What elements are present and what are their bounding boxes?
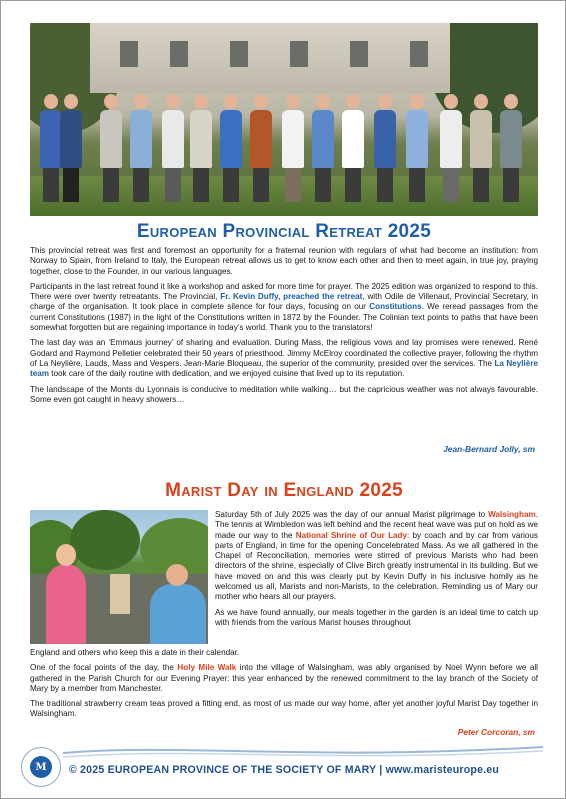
marist-day-title: Marist Day in England 2025 [165, 480, 403, 501]
retreat-group-photo [30, 23, 538, 216]
footer-copyright: © 2025 EUROPEAN PROVINCE OF THE SOCIETY OF MARY | www.maristeurope.eu [68, 764, 500, 776]
link-kevin-duffy[interactable]: Fr. Kevin Duffy, preached the retreat [220, 292, 363, 302]
marist-article-right [215, 510, 538, 628]
link-la-neyliere-team[interactable]: La Neylière team [30, 358, 539, 379]
logo-emblem-icon: M [30, 756, 52, 778]
link-constitutions[interactable]: Constitutions [369, 302, 422, 312]
marist-paragraph-3: One of the focal points of the day, the Holy Mile Walk into the village of Walsingham, was ably organised by Noel Wynn before we all gathered in the Parish Church for our Evening Prayer: this year enhanced by the renewed commitment to the lay branch of the Society of Mary by a member from Manchester. [30, 663, 538, 693]
retreat-paragraph-2: Participants in the last retreat found it like a workshop and asked for more time for prayer. The 2025 edition was organized to respond to this. There were over twenty retreatants. The Provincial, Fr. Kevin Duffy, preached the retreat, with Odile de Villenaut, Provincial Secretary, in charge of the organisation. It took place in complete silence for four days, focusing on our Constitutions. We reread passages from the current Constitutions (1987) in the light of the Constitutions written in 1872 by the Founder. The Colinian text points to paths that have been somewhat forgotten but are regaining importance in today’s world. Thank you to the translators! [30, 281, 539, 333]
retreat-signature: Jean-Bernard Jolly, sm [443, 444, 535, 454]
retreat-article [30, 246, 538, 410]
link-holy-mile-walk[interactable]: Holy Mile Walk [177, 663, 237, 673]
link-walsingham[interactable]: Walsingham [488, 510, 536, 519]
retreat-paragraph-4: The landscape of the Monts du Lyonnais is conducive to meditation while walking… but the capricious weather was not always favourable. Some even got caught in heavy showers… [30, 384, 538, 404]
marist-article-full [30, 648, 538, 725]
retreat-paragraph-1: This provincial retreat was first and foremost an opportunity for a fraternal reunion with regulars of what had become an institution: from Norway to Spain, from Ireland to Italy, the European retreat allows us to get to know each other and then to meet again, in true joy, praying together, close to the Founder, in our various languages. [30, 246, 538, 276]
retreat-title: European Provincial Retreat 2025 [136, 221, 432, 242]
marist-signature: Peter Corcoran, sm [457, 727, 535, 737]
marist-paragraph-2a: As we have found annually, our meals together in the garden is an ideal time to catch up with friends from the various Marist houses throughout [215, 607, 538, 627]
marist-paragraph-2b: England and others who keep this a date in their calendar. [30, 648, 240, 657]
marist-paragraph-1: Saturday 5th of July 2025 was the day of our annual Marist pilgrimage to Walsingham. The tennis at Wimbledon was left behind and the recent heat wave was put on hold as we made our way to the National Shrine of Our Lady: by coach and by car from various parts of England, in time for the opening Concelebrated Mass. As we all gathered in the Chapel of Reconciliation, memories were stirred of previous Marists who had been directors of the shrine, especially of Clive Birch greatly instrumental in its building. But we have moved on and this was clearly put by Kevin Duffy in his inclusive homily as he welcomed us all, Marists and non-Marists, to the celebration. Reminding us of Mary our mother who hears all our prayers. [215, 510, 538, 602]
retreat-paragraph-3: The last day was an ‘Emmaus journey’ of sharing and evaluation. During Mass, the religious vows and lay promises were renewed. René Godard and Raymond Pelletier celebrated their 50 years of priesthood. Jimmy McElroy coordinated the collective prayer, following the rhythm of La Neylière, Lauds, Mass and Vespers. Jean-Marie Bloqueau, the superior of the community, presided over the services. The La Neylière team took care of the daily routine with dedication, and we enjoyed cuisine that lived up to its reputation. [30, 338, 539, 379]
marist-paragraph-4: The traditional strawberry cream teas proved a fitting end, as most of us made our way home, after yet another joyful Marist Day together in Walsingham. [30, 699, 538, 719]
footer-wave [63, 739, 543, 763]
link-national-shrine[interactable]: National Shrine of Our Lady [295, 530, 408, 540]
marist-day-photo [30, 510, 208, 644]
